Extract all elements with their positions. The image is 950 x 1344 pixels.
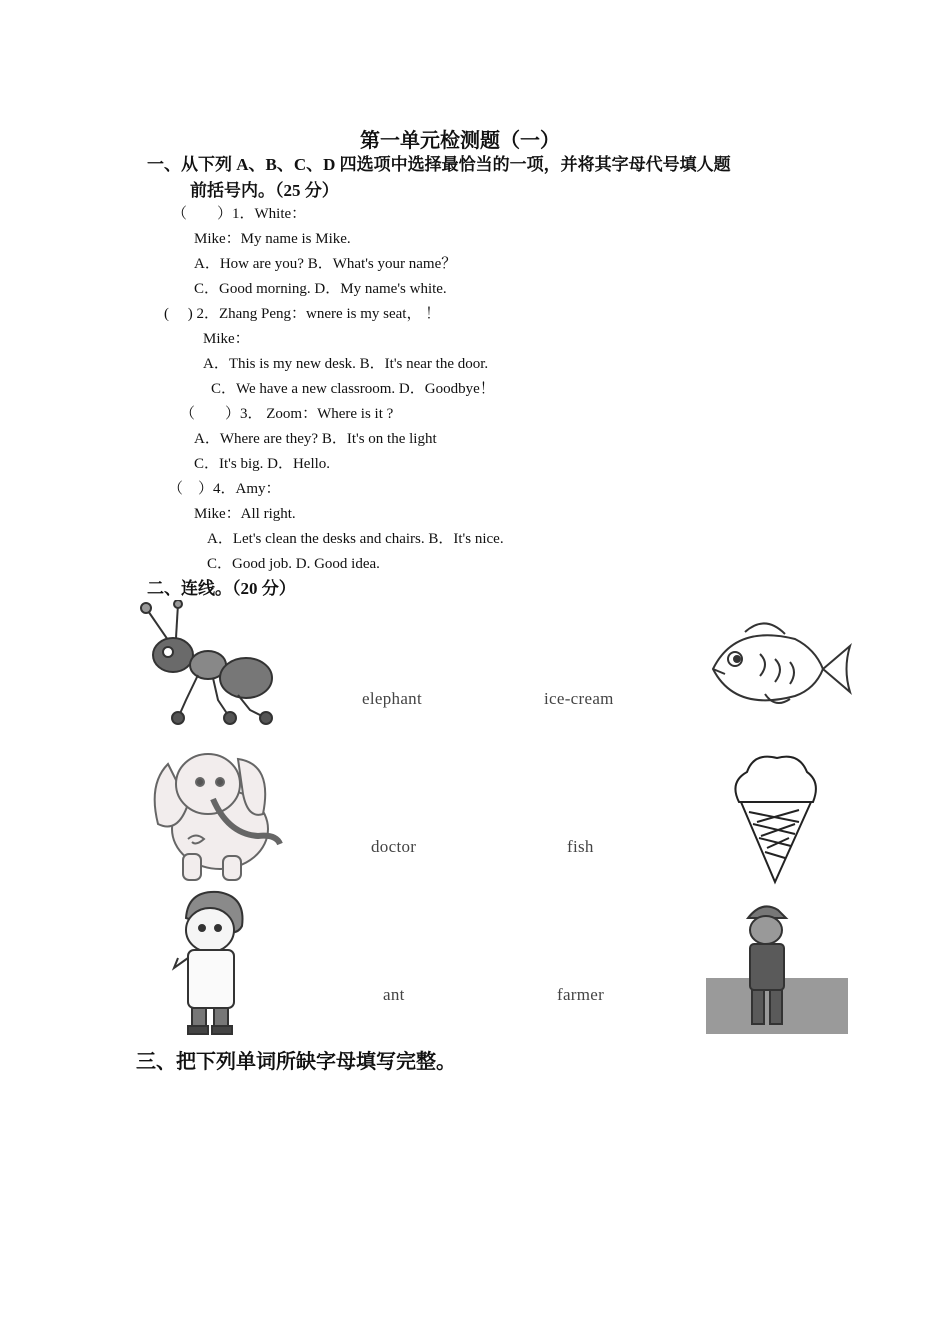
question-2-stem: ( ) 2．Zhang Peng：wnere is my seat， ！: [164, 306, 441, 322]
match-word-doctor: doctor: [371, 837, 417, 856]
question-2-reply: Mike：: [203, 331, 250, 347]
ice-cream-picture: [729, 752, 821, 886]
question-1-reply: Mike：My name is Mike.: [194, 231, 351, 247]
question-1-options-cd: C．Good morning. D．My name's white.: [194, 281, 447, 297]
elephant-picture: [148, 744, 283, 884]
fish-picture: [705, 614, 853, 714]
section1-heading-line1: 一、从下列 A、B、C、D 四选项中选择最恰当的一项，并将其字母代号填人题: [147, 155, 731, 174]
section2-heading: 二、连线。（20 分）: [147, 579, 296, 598]
question-4-options-ab: A．Let's clean the desks and chairs. B．It's nice.: [207, 531, 504, 547]
question-3-options-cd: C．It's big. D．Hello.: [194, 456, 331, 472]
match-word-ice-cream: ice-cream: [544, 689, 614, 708]
match-word-ant: ant: [383, 985, 405, 1004]
section3-heading: 三、把下列单词所缺字母填写完整。: [136, 1051, 456, 1073]
question-4-options-cd: C．Good job. D. Good idea.: [207, 556, 380, 572]
match-word-farmer: farmer: [557, 985, 605, 1004]
page-title: 第一单元检测题（一）: [360, 130, 560, 152]
question-3-stem: （ ）3． Zoom：Where is it ?: [180, 406, 394, 422]
doctor-picture: [168, 888, 250, 1036]
question-2-options-cd: C．We have a new classroom. D．Goodbye！: [211, 381, 495, 397]
question-1-stem: （ ）1．White：: [172, 206, 307, 222]
farmer-picture: [706, 900, 848, 1034]
question-2-options-ab: A．This is my new desk. B．It's near the door.: [203, 356, 489, 372]
question-4-reply: Mike：All right.: [194, 506, 296, 522]
match-word-elephant: elephant: [362, 689, 422, 708]
match-word-fish: fish: [567, 837, 594, 856]
question-1-options-ab: A．How are you? B．What's your name？: [194, 256, 457, 272]
question-4-stem: （ ）4．Amy：: [168, 481, 281, 497]
ant-picture: [138, 600, 290, 730]
question-3-options-ab: A．Where are they? B．It's on the light: [194, 431, 437, 447]
section1-heading-line2: 前括号内。（25 分）: [190, 181, 339, 200]
